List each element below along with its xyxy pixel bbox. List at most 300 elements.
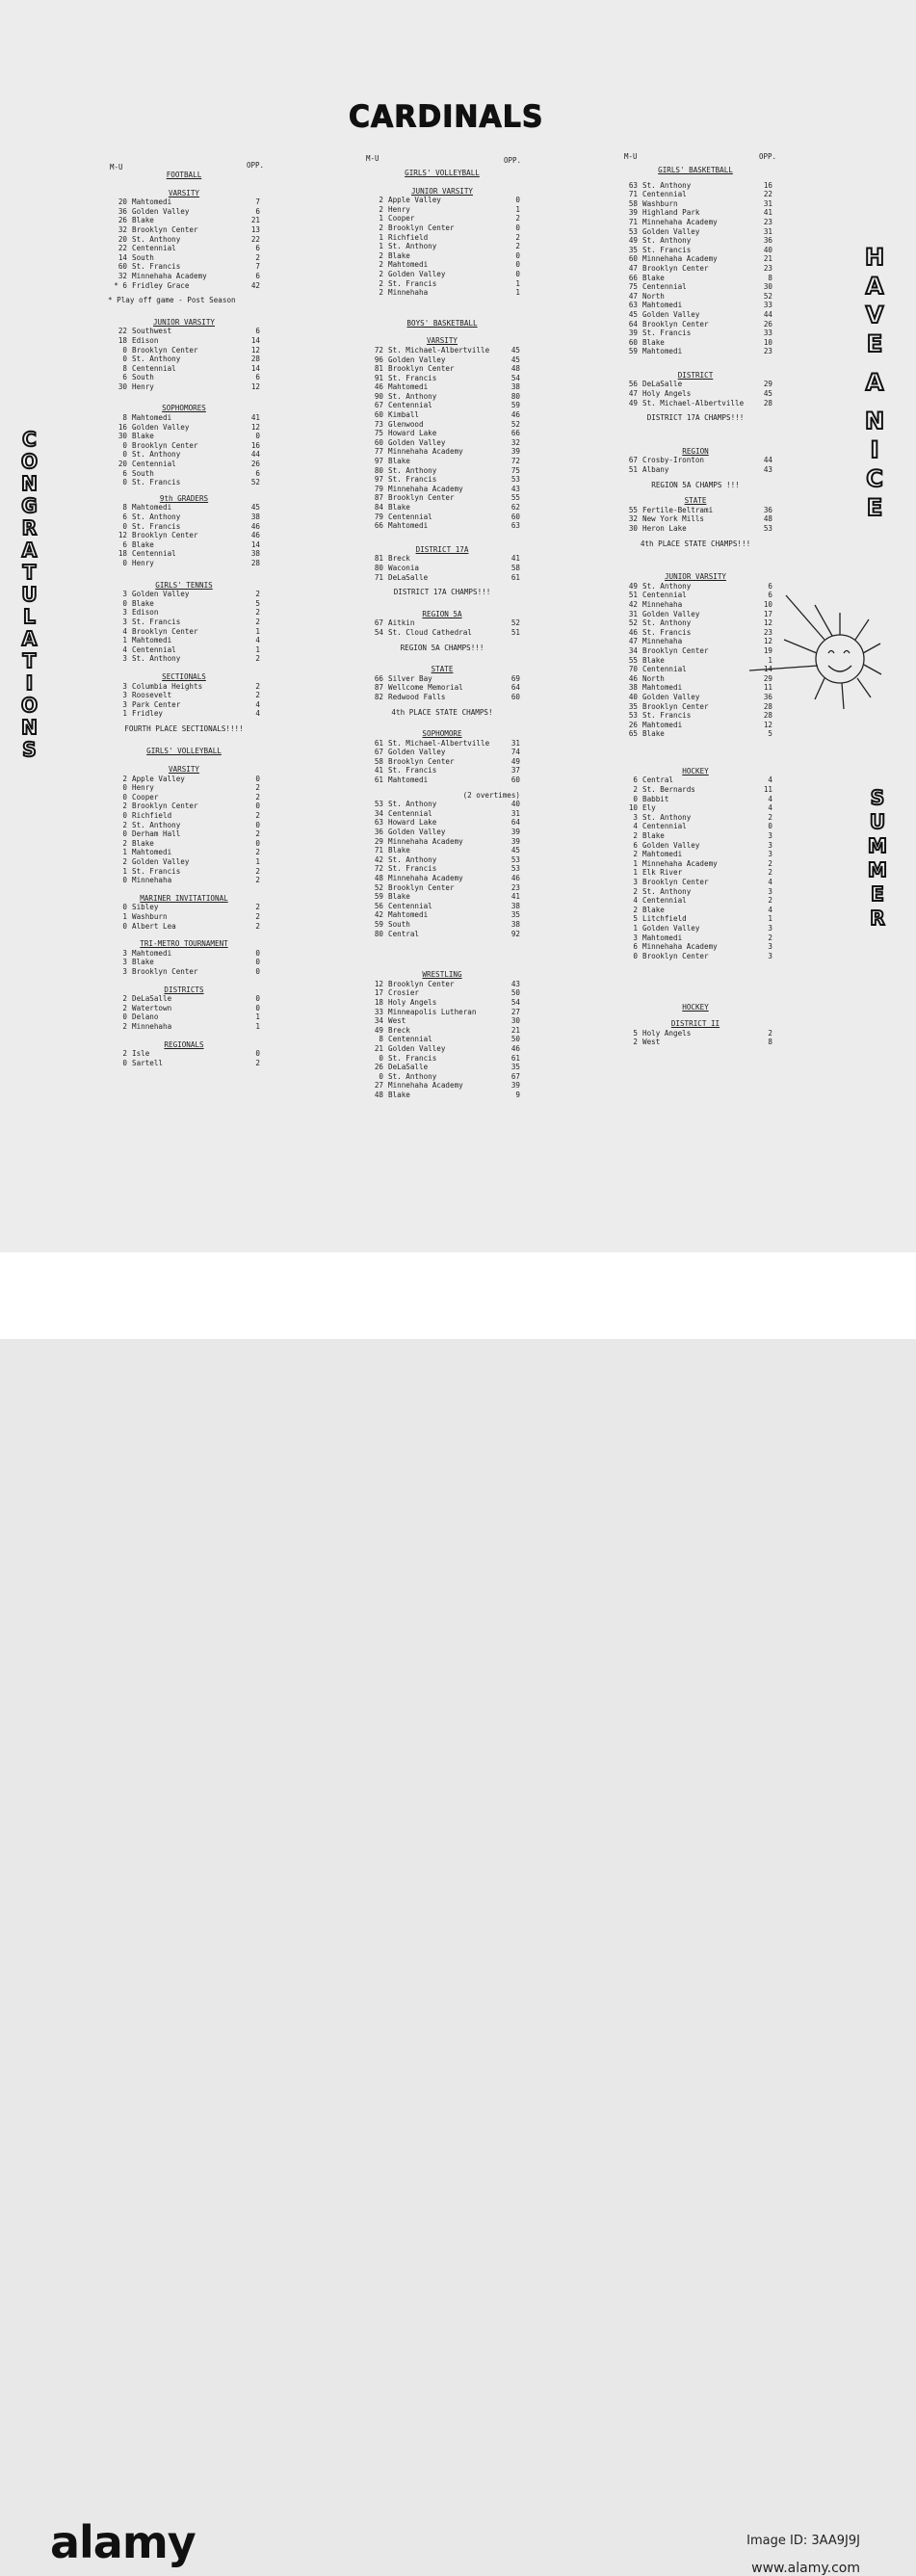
result-row [108,645,260,655]
result-row [108,922,260,932]
section-heading: GIRLS' VOLLEYBALL [405,169,480,177]
result-row [618,775,772,785]
opponent-name: Golden Valley [388,828,446,837]
opp-score: 2 [255,691,260,700]
mu-score: 55 [628,655,638,665]
result-row [108,531,260,540]
mu-score: 91 [374,373,383,382]
result-row [618,785,772,795]
results-section [364,607,520,652]
section-heading: GIRLS' TENNIS [155,580,213,590]
result-row [364,270,520,279]
mu-score: 2 [379,260,383,270]
mu-score: 65 [628,729,638,739]
mu-score: 6 [122,373,127,382]
result-row [618,924,772,933]
col-head-opp: OPP. [759,152,777,161]
result-row [364,513,520,522]
opp-score: 64 [510,818,520,828]
result-row [618,506,772,515]
opp-score: 2 [768,812,772,822]
opp-score: 52 [510,419,520,429]
mu-score: 0 [122,345,127,355]
section-heading: SOPHOMORE [422,729,462,739]
opponent-name: St. Anthony [388,854,437,864]
opponent-name: Southwest [132,327,172,336]
opp-score: 61 [510,572,520,582]
opponent-name: Brooklyn Center [132,966,198,976]
opp-score: 28 [250,355,260,364]
opponent-name: Blake [388,250,410,260]
opp-score: 8 [768,1038,772,1047]
opp-score: 4 [768,905,772,914]
result-row [108,802,260,811]
mu-score: 8 [122,413,127,423]
opponent-name: Mahtomedi [642,720,683,729]
mu-score: 75 [374,429,383,438]
result-row [618,292,772,302]
results-section [618,368,772,423]
result-row [108,441,260,451]
opp-score: 31 [763,198,772,208]
results-column-2 [364,169,520,1099]
mu-score: 40 [628,692,638,701]
banner-letter: I [870,436,879,463]
opp-score: 27 [510,1007,520,1016]
result-row [364,279,520,289]
result-row [364,1008,520,1017]
opponent-name: Albany [642,465,669,475]
opponent-name: Golden Valley [642,692,700,701]
opponent-name: Brooklyn Center [388,364,455,374]
opponent-name: Mahtomedi [388,382,429,392]
mu-score: 72 [374,864,383,874]
opp-score: 23 [763,347,772,356]
result-row [618,887,772,897]
results-section [108,186,260,305]
result-row [618,218,772,227]
results-section [108,891,260,931]
opponent-name: West [388,1016,406,1026]
mu-score: 70 [628,665,638,674]
opp-score: 92 [510,929,520,938]
opp-score: 32 [510,437,520,447]
result-row [364,1044,520,1054]
opponent-name: Brooklyn Center [642,951,709,960]
mu-score: 1 [633,923,638,933]
opp-score: 6 [768,581,772,591]
results-section [364,333,520,530]
opp-score: 0 [255,958,260,967]
opp-score: 66 [510,429,520,438]
opp-score: 0 [255,820,260,829]
opp-score: 5 [255,598,260,608]
opp-score: 26 [250,460,260,469]
mu-score: 52 [628,618,638,628]
opp-score: 43 [510,484,520,493]
section-heading: VARSITY [426,336,458,346]
opp-score: 4 [768,878,772,886]
result-row [364,1081,520,1091]
result-row [364,998,520,1008]
section-heading: STATE [684,496,707,506]
result-row [364,260,520,270]
mu-score: 35 [628,701,638,711]
banner-letter: G [21,494,38,517]
opp-score: 3 [768,942,772,952]
section-heading: HOCKEY [682,1003,709,1012]
opp-score: 64 [510,683,520,693]
mu-score: 80 [374,563,383,572]
opponent-name: Mahtomedi [388,521,429,531]
mu-score: 3 [122,948,127,958]
opponent-name: Delano [132,1012,159,1022]
mu-score: 2 [379,223,383,232]
mu-score: 12 [374,979,383,988]
mu-score: 72 [374,345,383,355]
result-row [108,197,260,207]
result-row [618,456,772,465]
opponent-name: St. Michael-Albertville [642,398,745,407]
opp-score: 44 [763,456,772,465]
opponent-name: Minnehaha [388,288,429,298]
opp-score: 23 [763,217,772,226]
opp-score: 36 [763,692,772,701]
results-section [108,936,260,976]
opp-score: 41 [763,208,772,218]
opponent-name: Howard Lake [388,818,437,828]
opp-score: 16 [250,440,260,450]
opponent-name: Apple Valley [132,774,185,783]
result-row [108,1059,260,1068]
result-row [618,822,772,831]
opp-score: 1 [515,288,520,298]
opponent-name: Blake [132,958,154,967]
opp-score: 69 [510,673,520,683]
result-row [364,674,520,684]
congratulations-banner [21,429,38,761]
result-row [108,559,260,568]
mu-score: 2 [379,250,383,260]
result-row [618,868,772,878]
mu-score: 81 [374,554,383,564]
mu-score: 71 [628,217,638,226]
opponent-name: Blake [132,598,154,608]
mu-score: 41 [374,766,383,775]
result-row [108,949,260,959]
results-section [108,171,260,180]
opp-score: 11 [763,683,772,693]
opponent-name: Blake [642,273,665,282]
opponent-name: Brooklyn Center [388,223,455,232]
mu-score: 39 [628,208,638,218]
result-row [618,831,772,841]
result-row [108,1004,260,1013]
opponent-name: Brooklyn Center [642,263,709,273]
mu-score: 0 [122,478,127,487]
opponent-name: DeLaSalle [388,1063,429,1072]
result-row [364,251,520,261]
mu-score: 3 [122,958,127,967]
col-head-mu: M-U [366,154,379,163]
result-row [108,867,260,877]
opponent-name: Babbit [642,794,669,803]
result-row [618,320,772,329]
opp-score: 0 [515,269,520,278]
opponent-name: Golden Valley [642,923,700,933]
opp-score: 54 [510,997,520,1007]
opp-score: 45 [510,355,520,364]
opponent-name: Blake [388,892,410,902]
mu-score: 8 [122,503,127,513]
opponent-name: Mahtomedi [132,197,172,207]
banner-letter: A [865,369,884,396]
banner-letter: A [865,273,884,300]
opp-score: 67 [510,1071,520,1081]
result-row [618,803,772,813]
opponent-name: Kimball [388,410,420,420]
mu-score: 63 [628,301,638,310]
opponent-name: St. Cloud Cathedral [388,627,472,637]
result-row [618,914,772,924]
mu-score: 77 [374,447,383,457]
result-row [618,380,772,389]
opp-score: 48 [510,364,520,374]
opponent-name: DeLaSalle [388,572,429,582]
results-section [618,181,772,356]
mu-score: 61 [374,738,383,748]
mu-score: 18 [118,335,127,345]
opp-score: 19 [763,645,772,655]
result-row [364,493,520,503]
opponent-name: St. Anthony [132,355,181,364]
opp-score: 72 [510,457,520,466]
opponent-name: St. Anthony [642,618,692,628]
result-row [364,628,520,638]
mu-score: 1 [633,858,638,868]
mu-score: 30 [628,524,638,533]
opponent-name: South [132,468,154,478]
result-row [108,654,260,664]
opponent-name: Mahtomedi [132,636,172,645]
banner-letter: E [866,330,883,357]
opponent-name: Cooper [132,792,159,802]
opponent-name: South [132,373,154,382]
opponent-name: Central [642,775,674,785]
opponent-name: Golden Valley [642,840,700,850]
result-row [364,457,520,466]
mu-score: 49 [628,398,638,407]
result-row [364,374,520,383]
result-row [364,1063,520,1072]
opp-score: 6 [255,373,260,382]
mu-score: 1 [122,848,127,857]
result-row [108,691,260,700]
opponent-name: Blake [388,1090,410,1099]
mu-score: 48 [374,1090,383,1099]
result-row [618,942,772,952]
mu-score: 6 [633,942,638,952]
mu-score: 18 [118,549,127,559]
opp-score: 12 [250,345,260,355]
mu-score: 67 [628,456,638,465]
opponent-name: St. Francis [132,478,181,487]
mu-score: 53 [628,711,638,721]
result-row [108,903,260,912]
opp-score: 0 [255,838,260,848]
result-row [618,389,772,399]
opponent-name: Roosevelt [132,691,172,700]
opp-score: 6 [255,206,260,216]
result-row [108,513,260,522]
result-row [108,775,260,784]
opp-score: 1 [515,204,520,214]
result-row [108,700,260,710]
section-heading: SECTIONALS [162,671,206,681]
opponent-name: St. Francis [132,521,181,531]
mu-score: 2 [122,1003,127,1012]
result-row [618,236,772,246]
opp-score: 60 [510,692,520,701]
opponent-name: St. Francis [642,245,692,254]
opponent-name: Heron Lake [642,524,687,533]
results-section [618,1016,772,1047]
opp-score: 13 [250,224,260,234]
mu-score: 36 [374,828,383,837]
result-row [108,225,260,235]
section-note: REGION 5A CHAMPS !!! [651,480,740,489]
opponent-name: St. Anthony [642,581,692,591]
mu-score: 79 [374,484,383,493]
result-row [108,618,260,627]
mu-score: 2 [122,838,127,848]
mu-score: 2 [122,802,127,811]
opponent-name: Aitkin [388,618,415,628]
opp-score: 53 [510,854,520,864]
opp-score: 0 [255,802,260,811]
opponent-name: Apple Valley [388,196,441,205]
opp-score: 4 [255,636,260,645]
result-row [108,590,260,599]
result-row [108,478,260,487]
mu-score: 46 [374,382,383,392]
mu-score: 46 [628,627,638,637]
banner-letter: C [22,428,37,451]
mu-score: 4 [122,626,127,636]
mu-score: 64 [628,319,638,329]
opp-score: 1 [255,1021,260,1031]
result-row [108,432,260,441]
mu-score: 1 [122,636,127,645]
opponent-name: Brooklyn Center [132,440,198,450]
result-row [364,447,520,457]
result-row [364,1091,520,1100]
opp-score: 23 [763,627,772,637]
opp-score: 50 [510,988,520,998]
result-row [364,874,520,883]
source-url: www.alamy.com [751,2561,860,2576]
opponent-name: Centennial [388,1035,432,1044]
mu-score: 0 [122,921,127,931]
result-row [108,857,260,867]
opponent-name: Golden Valley [132,857,190,866]
mu-score: 51 [628,591,638,600]
opp-score: 40 [763,245,772,254]
opp-score: 1 [768,914,772,924]
opp-score: 2 [255,783,260,793]
opp-score: 0 [515,223,520,232]
mu-score: 17 [374,988,383,998]
section-heading: DISTRICT [677,370,714,380]
opponent-name: Henry [388,204,410,214]
section-heading: TRI-METRO TOURNAMENT [140,939,228,949]
results-section [108,747,260,756]
mu-score: 52 [374,882,383,892]
result-row [618,841,772,851]
mu-score: 0 [122,440,127,450]
opponent-name: St. Francis [132,262,181,272]
opponent-name: St. Anthony [132,513,181,521]
opponent-name: St. Francis [132,866,181,876]
opp-score: 26 [763,319,772,329]
mu-score: 36 [118,206,127,216]
opp-score: 48 [763,514,772,524]
section-heading: VARSITY [168,188,199,197]
result-row [364,828,520,837]
banner-letter: U [21,583,38,606]
result-row [108,413,260,423]
opp-score: 43 [510,979,520,988]
opponent-name: North [642,673,665,683]
mu-score: 1 [122,709,127,719]
mu-score: 67 [374,748,383,757]
results-section [618,493,772,548]
opponent-name: Albert Lea [132,921,176,931]
opponent-name: St. Francis [642,711,692,721]
mu-score: 8 [379,1035,383,1044]
opponent-name: Blake [642,729,665,739]
opponent-name: New York Mills [642,514,705,524]
opp-score: 58 [510,563,520,572]
banner-letter: R [870,907,885,930]
mu-score: 75 [628,282,638,292]
opp-score: 54 [510,373,520,382]
opponent-name: Henry [132,558,154,567]
opp-score: 6 [255,468,260,478]
results-section [108,315,260,392]
result-row [364,503,520,513]
opponent-name: Golden Valley [132,206,190,216]
section-heading: 9th GRADERS [159,493,209,503]
opponent-name: Minnehaha Academy [388,484,463,493]
result-row [364,223,520,233]
opponent-name: St. Francis [388,1053,437,1063]
opponent-name: Edison [132,335,159,345]
opp-score: 33 [763,329,772,338]
result-row [364,1054,520,1064]
opp-score: 1 [255,644,260,654]
scanned-page [0,0,916,1252]
mu-score: 47 [628,263,638,273]
section-heading: GIRLS' BASKETBALL [658,166,733,174]
result-row [108,1022,260,1032]
result-row [108,848,260,857]
opponent-name: West [642,1038,661,1047]
result-row [108,821,260,830]
opponent-name: St. Anthony [642,886,692,896]
opponent-name: Minnehaha [132,1021,172,1031]
result-row [364,809,520,819]
